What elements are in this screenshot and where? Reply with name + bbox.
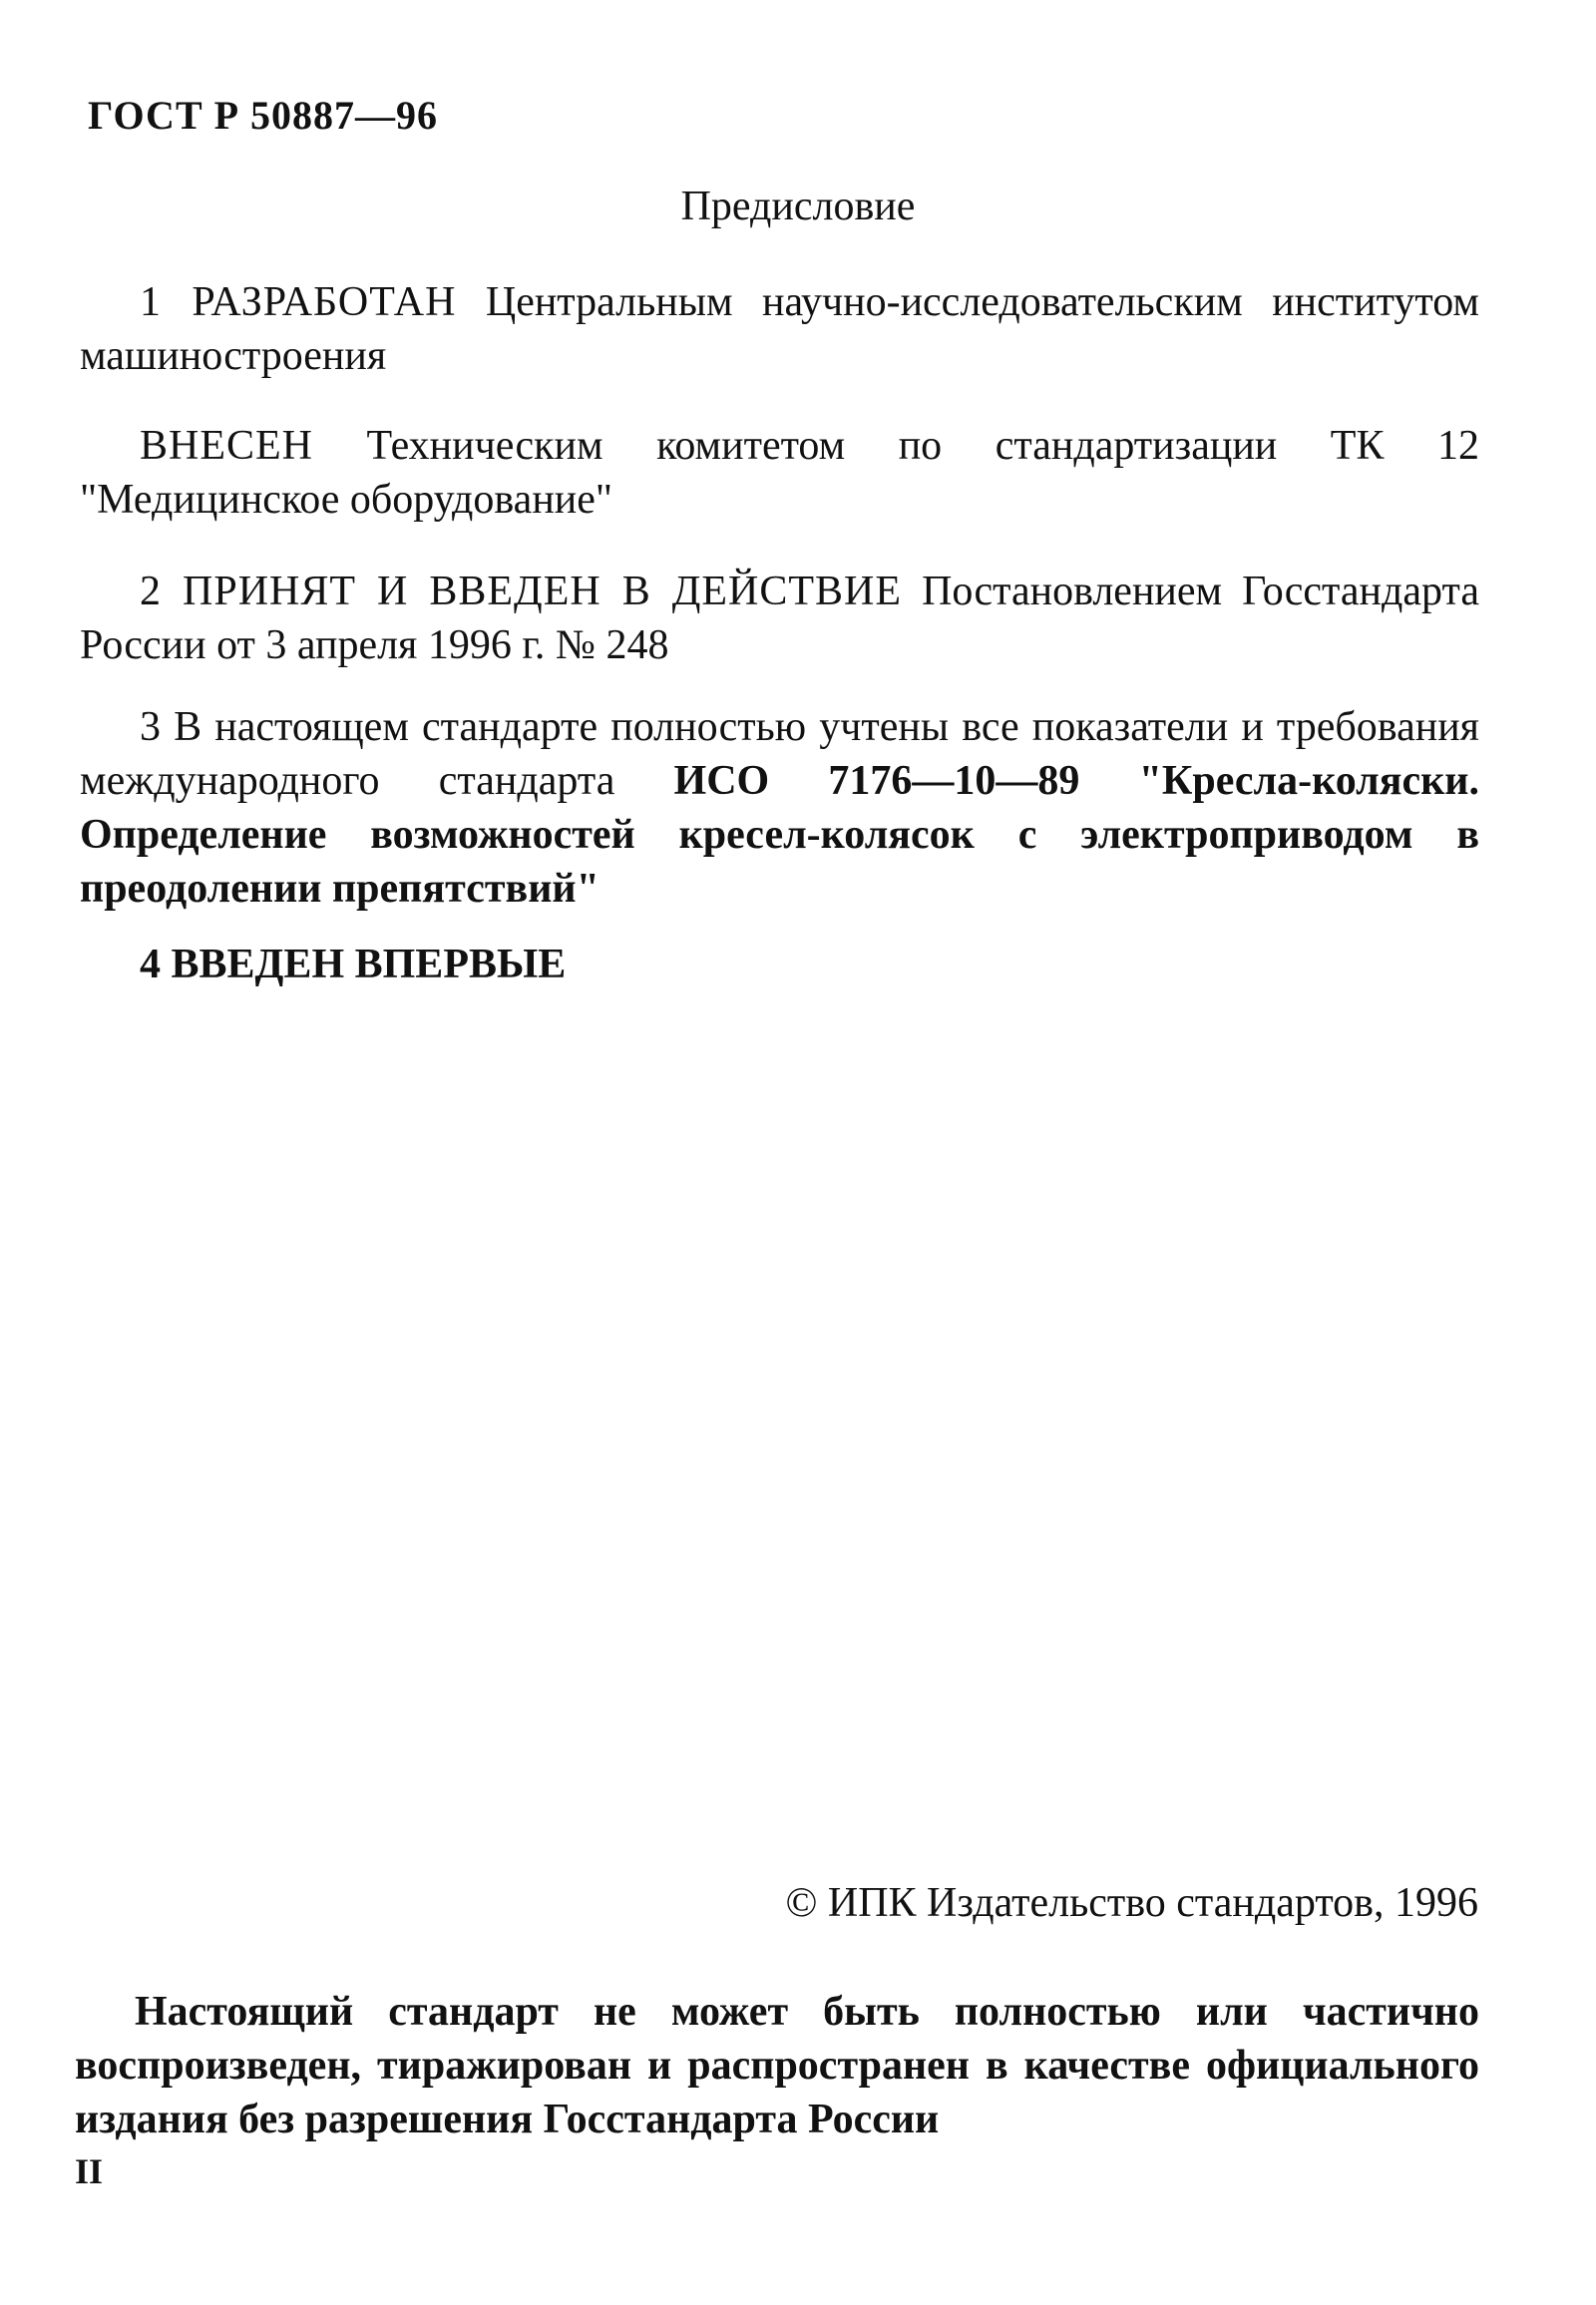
preface-item-1b xyxy=(80,419,1479,527)
reproduction-notice: Настоящий стандарт не может быть полностью или частично воспроизведен, тиражирован и распространен в качестве официального издания без разрешения Госстандарта России xyxy=(75,1989,1479,2142)
item-3-lead: 3 В настоящем стандарте полностью учтены все показатели и требования международного стандарта xyxy=(80,704,1479,804)
document-code: ГОСТ Р 50887—96 xyxy=(88,93,439,138)
preface-item-1 xyxy=(80,275,1479,383)
item-4-text: 4 ВВЕДЕН ВПЕРВЫЕ xyxy=(140,942,567,987)
preface-title: Предисловие xyxy=(680,184,916,229)
item-2-lead: 2 ПРИНЯТ И ВВЕДЕН В ДЕЙСТВИЕ xyxy=(140,569,903,614)
item-1b-lead: ВНЕСЕН xyxy=(140,423,313,469)
item-1b-text: Техническим комитетом по стандартизации ТК 12 "Медицинское оборудование" xyxy=(80,423,1479,523)
item-3-text: ИСО 7176—10—89 "Кресла-коляски. Определение возможностей кресел-колясок с электроприводом в преодолении препятствий" xyxy=(80,758,1480,912)
item-1-text: Центральным научно-исследовательским институтом машиностроения xyxy=(80,279,1480,379)
preface-item-4 xyxy=(80,938,1479,991)
page-number: II xyxy=(75,2151,104,2191)
copyright-line: © ИПК Издательство стандартов, 1996 xyxy=(785,1880,1478,1926)
preface-item-3 xyxy=(80,700,1479,916)
preface-item-2 xyxy=(80,565,1479,672)
item-1-lead: 1 РАЗРАБОТАН xyxy=(140,279,457,325)
item-2-text: Постановлением Госстандарта России от 3 апреля 1996 г. № 248 xyxy=(80,569,1479,668)
